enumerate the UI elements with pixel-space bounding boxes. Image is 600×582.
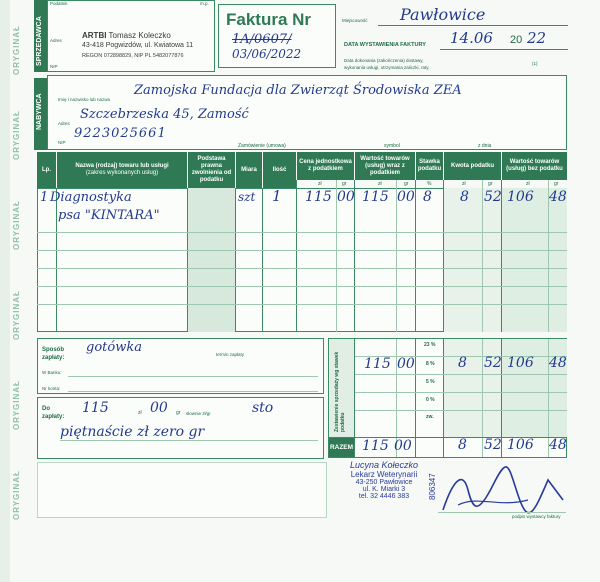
row1-miara: szt: [238, 190, 256, 204]
bank-underline: [68, 376, 318, 377]
sum-row-line: [355, 410, 567, 411]
slownie-underline: [60, 440, 318, 441]
subhdr-zl-2: zł: [378, 181, 382, 187]
row1-name-line2: psa "KINTARA": [58, 208, 160, 223]
dozaplaty-zl: 115: [82, 400, 109, 416]
stamp-line4: ul. K. Miarki 3: [362, 486, 406, 493]
hdr-miara: Miara: [236, 152, 262, 188]
invoice-number-line2: 03/06/2022: [232, 47, 302, 61]
oryginal-word-4: ORYGINAŁ: [12, 290, 21, 340]
rate-zw: zw.: [426, 414, 434, 420]
row1-bez-zl: 106: [507, 189, 534, 205]
row-line: [37, 250, 567, 251]
hdr-name: [57, 152, 187, 188]
row1-bez-gr: 48: [549, 189, 567, 205]
date-year-prefix: 20: [510, 34, 523, 46]
sum8-wartosc-zl: 115: [364, 356, 391, 372]
place-label: Miejscowość: [342, 18, 368, 23]
subhdr-gr-2: gr: [404, 181, 409, 187]
symbol-label: symbol: [384, 143, 400, 149]
podstawa-column-fill: [188, 188, 235, 332]
hdr-podstawa: Podstawa prawna zwolnienia od podatku: [188, 152, 235, 188]
termin-label: termin zapłaty: [216, 352, 245, 357]
z-dnia-label: z dnia: [478, 143, 492, 149]
payment-box: [37, 338, 324, 394]
date-year-suffix: 22: [527, 29, 547, 47]
col-line: [235, 188, 236, 332]
subhdr-gr-4: gr: [554, 181, 559, 187]
sum-row-line: [355, 374, 567, 375]
invoice-number-line1: 1A/0607/: [232, 32, 292, 47]
hdr-name-main: Nazwa (rodzaj) towaru lub usługi: [75, 163, 169, 169]
kwota-column-fill: [444, 188, 501, 332]
sprzedawca-label: SPRZEDAWCA: [36, 16, 43, 66]
subhdr-zl-4: zł: [526, 181, 530, 187]
row-line: [37, 232, 567, 233]
razem-bez-gr: 48: [549, 437, 567, 453]
razem-kwota-gr: 52: [484, 437, 502, 453]
hdr-cena: Cena jednostkowa z podatkiem: [297, 152, 354, 180]
row1-name-line1: Diagnostyka: [50, 190, 132, 205]
oryginal-word-3: ORYGINAŁ: [12, 200, 21, 250]
col-line: [56, 188, 57, 332]
hdr-ilosc: Ilość: [263, 152, 296, 188]
dozaplaty-label: Do zapłaty:: [42, 406, 65, 420]
place-underline: [378, 25, 568, 26]
nabywca-label: NABYWCA: [36, 93, 43, 130]
dozaplaty-gr-label: gr: [176, 410, 181, 416]
dozaplaty-zl-label: zł: [138, 410, 142, 416]
stamp-line5: tel. 32 4446 383: [358, 493, 410, 500]
hdr-wartosc-bez: Wartość towarów (usług) bez podatku: [502, 152, 567, 180]
row-line: [37, 268, 567, 269]
signature-line: [438, 512, 566, 513]
sum8-kwota-zl: 8: [458, 355, 467, 371]
date-day: 14.06: [450, 29, 493, 47]
seller-address: 43-418 Pogwizdów, ul. Kwiatowa 11: [82, 42, 194, 49]
buyer-name-label: Imię i nazwisko lub nazwa: [58, 97, 111, 102]
seller-company: [82, 31, 171, 40]
row1-stawka: 8: [423, 189, 432, 205]
buyer-adres-value: Szczebrzeska 45, Zamość: [80, 107, 249, 122]
row1-cena-gr: 00: [337, 189, 355, 205]
mp-label: m.p.: [200, 1, 209, 6]
left-margin-band: [0, 0, 10, 582]
stamp-serial: 806347: [428, 473, 437, 500]
seller-regon: REGON 072898829, NIP PL 5482077876: [82, 53, 184, 59]
razem-label: RAZEM: [329, 438, 354, 457]
sposob-label: Sposób zapłaty:: [42, 347, 65, 361]
hdr-kwota: Kwota podatku: [444, 152, 501, 180]
buyer-nip-label: NIP: [58, 140, 66, 145]
sum8-bez-gr: 48: [549, 355, 567, 371]
oryginal-word-2: ORYGINAŁ: [12, 110, 21, 160]
completion-label: Data dokonania (zakończenia) dostawy,: [344, 58, 424, 63]
zamowienie-label: Zamówienie (umowa): [238, 143, 286, 149]
stamp-line3: 43-250 Pawłowice: [355, 479, 413, 486]
row1-kwota-zl: 8: [460, 189, 469, 205]
bottom-notes-box: [37, 462, 327, 518]
rate-23: 23 %: [424, 342, 436, 348]
stamp-line1: Lucyna Kołeczko: [349, 460, 419, 470]
completion-label-2: wykonania usługi, otrzymania zaliczki, raty,: [344, 65, 430, 70]
hdr-stawka: Stawka podatku: [416, 152, 443, 180]
subhdr-zl-3: zł: [462, 181, 466, 187]
row-line: [37, 304, 567, 305]
sum8-kwota-gr: 52: [484, 355, 502, 371]
dozaplaty-gr: 00: [150, 400, 168, 416]
konto-label: Nr konta:: [42, 386, 61, 391]
col-line: [443, 180, 444, 332]
rate-8: 8 %: [426, 361, 435, 367]
summary-bez-fill: [502, 339, 567, 437]
hdr-name-sub: (zakres wykonanych usług): [85, 170, 159, 176]
rate-0: 0 %: [426, 397, 435, 403]
razem-wartosc-gr: 00: [394, 438, 412, 454]
date-underline: [440, 49, 568, 50]
date-label: DATA WYSTAWIENIA FAKTURY: [344, 42, 426, 48]
sum8-bez-zl: 106: [507, 355, 534, 371]
sposob-value: gotówka: [86, 340, 142, 355]
stamp-line2: Lekarz Weterynarii: [350, 470, 418, 479]
row1-ilosc: 1: [272, 187, 282, 205]
podatnik-label: Podatnik: [50, 1, 68, 6]
signature-label: podpis wystawcy faktury: [512, 514, 561, 519]
buyer-name-value: Zamojska Fundacja dla Zwierząt Środowiska ZEA: [134, 83, 462, 98]
place-value: Pawłowice: [400, 5, 486, 24]
summary-kwota-fill: [444, 339, 501, 437]
hdr-lp: Lp.: [37, 152, 56, 188]
seller-company-rest: Tomasz Koleczko: [108, 31, 171, 40]
wartosc-bez-column-fill: [502, 188, 567, 332]
oryginal-word-6: ORYGINAŁ: [12, 470, 21, 520]
buyer-nip-value: 9223025661: [74, 126, 167, 141]
oryginal-word-1: ORYGINAŁ: [12, 25, 21, 75]
subhdr-pct: %: [427, 181, 432, 187]
row-line: [37, 286, 567, 287]
razem-wartosc-zl: 115: [362, 438, 389, 454]
rate-5: 5 %: [426, 379, 435, 385]
hdr-wartosc-z: Wartość towarów (usług) wraz z podatkiem: [355, 152, 415, 180]
col-line: [262, 188, 263, 332]
adres-label-seller: Adres: [50, 38, 62, 43]
nip-label-seller: NIP: [50, 64, 58, 69]
sum-row-line: [355, 392, 567, 393]
slownie-1: sto: [252, 400, 274, 416]
sum8-wartosc-gr: 00: [397, 356, 415, 372]
row1-cena-zl: 115: [305, 189, 332, 205]
vet-stamp: [334, 460, 434, 520]
subhdr-zl-1: zł: [318, 181, 322, 187]
completion-note: (1): [532, 61, 538, 66]
row1-wartosc-zl: 115: [362, 189, 389, 205]
slownie-2: piętnaście zł zero gr: [60, 424, 205, 440]
seller-company-bold: ARTBI: [82, 31, 107, 40]
subhdr-gr-1: gr: [342, 181, 347, 187]
razem-kwota-zl: 8: [458, 437, 467, 453]
col-line: [296, 180, 297, 332]
oryginal-word-5: ORYGINAŁ: [12, 380, 21, 430]
buyer-adres-label: Adres: [58, 121, 70, 126]
row1-kwota-gr: 52: [484, 189, 502, 205]
invoice-title: Faktura Nr: [226, 10, 312, 29]
signature-scribble: [438, 460, 568, 520]
col-line: [415, 180, 416, 332]
slownie-label: słownie zł/gr: [186, 411, 211, 416]
razem-bez-zl: 106: [507, 437, 534, 453]
subhdr-gr-3: gr: [488, 181, 493, 187]
summary-side-label: Zestawienie sprzedaży wg stawek podatku: [334, 351, 346, 432]
col-line: [482, 180, 483, 332]
bank-label: W Banku:: [42, 370, 62, 375]
konto-underline: [68, 391, 318, 392]
row1-wartosc-gr: 00: [397, 189, 415, 205]
row1-lp: 1: [40, 190, 49, 205]
col-line: [187, 188, 188, 332]
